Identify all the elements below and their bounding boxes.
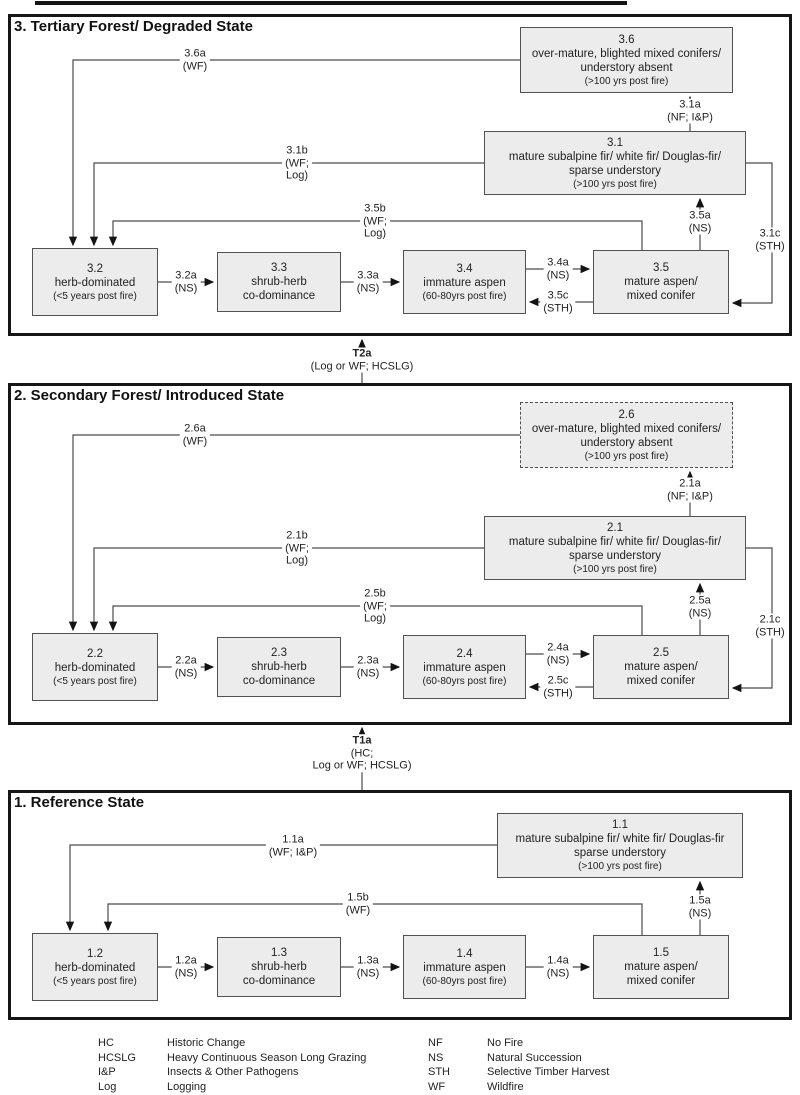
state-subtext: (<5 years post fire) bbox=[53, 290, 137, 302]
state-number: 2.4 bbox=[456, 647, 473, 660]
edge-cause: (STH) bbox=[755, 240, 785, 252]
edge-cause: (NS) bbox=[688, 222, 712, 234]
edge-label-1-2a bbox=[172, 955, 201, 980]
state-box-1-2 bbox=[32, 933, 158, 1001]
edge-cause: (WF; bbox=[363, 599, 387, 612]
legend-definition: Insects & Other Pathogens bbox=[167, 1066, 299, 1078]
state-name-line: co-dominance bbox=[242, 290, 316, 302]
edge-code: 3.2a bbox=[175, 269, 197, 282]
state-number: 2.6 bbox=[618, 408, 635, 421]
state-name-line: shrub-herb bbox=[251, 961, 307, 973]
legend-row bbox=[98, 1051, 366, 1066]
state-name-line: over-mature, blighted mixed conifers/ bbox=[531, 47, 722, 60]
state-name-line: mature aspen/ bbox=[624, 961, 698, 973]
legend-definition: Heavy Continuous Season Long Grazing bbox=[167, 1051, 367, 1064]
state-name-line: over-mature, blighted mixed conifers/ bbox=[531, 422, 722, 435]
state-subtext: (>100 yrs post fire) bbox=[573, 563, 657, 575]
state-number: 1.4 bbox=[456, 947, 473, 960]
state-name-line: sparse understory bbox=[568, 549, 662, 562]
state-number: 3.6 bbox=[618, 33, 635, 46]
edge-code: 1.1a bbox=[282, 833, 304, 846]
legend-row bbox=[98, 1065, 366, 1080]
state-subtext: (<5 years post fire) bbox=[53, 975, 137, 987]
edge-label-2-6a bbox=[180, 423, 210, 448]
state-name-line: mature aspen/ bbox=[624, 661, 698, 673]
state-number: 2.1 bbox=[607, 521, 623, 534]
edge-label-3-1b bbox=[282, 144, 312, 182]
edge-label-2-2a bbox=[172, 655, 201, 680]
state-name-line: immature aspen bbox=[423, 276, 506, 289]
state-subtext: (>100 yrs post fire) bbox=[584, 450, 669, 462]
legend-definition: Historic Change bbox=[167, 1037, 246, 1049]
state-name-line: understory absent bbox=[580, 61, 673, 74]
edge-cause: (NS) bbox=[546, 269, 570, 281]
edge-cause: (NS) bbox=[174, 967, 198, 979]
state-box-2-2 bbox=[32, 633, 158, 701]
transition-cause: (HC; bbox=[350, 746, 374, 759]
edge-cause: Log) bbox=[363, 227, 387, 240]
state-name-line: understory absent bbox=[580, 436, 673, 449]
edge-label-3-2a bbox=[172, 270, 201, 295]
edge-code: 2.1c bbox=[759, 613, 781, 626]
edge-label-3-1c bbox=[752, 228, 787, 253]
edge-cause: (STH) bbox=[543, 687, 573, 699]
state-box-3-6 bbox=[520, 27, 733, 93]
edge-code: 3.1a bbox=[679, 98, 701, 111]
edge-label-2-3a bbox=[354, 655, 383, 680]
transition-code: T1a bbox=[352, 734, 372, 747]
edge-code: 3.3a bbox=[357, 269, 379, 282]
state-subtext: (>100 yrs post fire) bbox=[584, 75, 669, 87]
edge-label-3-1a bbox=[664, 99, 716, 124]
state-number: 2.5 bbox=[653, 647, 669, 659]
edge-label-2-4a bbox=[544, 642, 573, 667]
legend-column-left bbox=[98, 1036, 366, 1094]
edge-cause: (NS) bbox=[174, 667, 198, 679]
edge-code: 1.5a bbox=[689, 894, 711, 907]
edge-cause: (NF; I&P) bbox=[667, 111, 713, 123]
edge-label-1-5a bbox=[686, 895, 715, 920]
panel-title-tertiary: 3. Tertiary Forest/ Degraded State bbox=[14, 18, 253, 35]
edge-label-2-1a bbox=[664, 478, 716, 503]
edge-label-2-5b bbox=[360, 587, 390, 625]
edge-cause: Log) bbox=[363, 612, 387, 625]
edge-code: 3.5c bbox=[547, 289, 569, 302]
edge-cause: (NS) bbox=[688, 907, 712, 919]
edge-cause: (NS) bbox=[546, 967, 570, 979]
panel-title-reference: 1. Reference State bbox=[14, 794, 145, 811]
edge-cause: (WF) bbox=[345, 904, 371, 916]
edge-label-3-5c bbox=[540, 290, 575, 315]
state-box-1-4 bbox=[403, 935, 526, 999]
edge-cause: (NS) bbox=[546, 654, 570, 666]
state-box-1-1 bbox=[497, 813, 743, 878]
legend-column-right bbox=[428, 1036, 609, 1094]
state-box-2-1 bbox=[484, 516, 746, 580]
edge-code: 2.5b bbox=[364, 587, 386, 600]
state-box-2-5 bbox=[593, 635, 729, 699]
edge-cause: (STH) bbox=[755, 626, 785, 638]
state-name-line: herb-dominated bbox=[54, 961, 136, 974]
legend-row bbox=[428, 1065, 609, 1080]
legend-row bbox=[428, 1051, 609, 1066]
edge-cause: (WF; bbox=[285, 156, 309, 169]
edge-code: 2.3a bbox=[357, 654, 379, 667]
state-number: 2.2 bbox=[87, 647, 103, 660]
state-number: 3.1 bbox=[607, 136, 623, 149]
edge-code: 3.5b bbox=[364, 202, 386, 215]
legend-row bbox=[428, 1080, 609, 1095]
state-name-line: herb-dominated bbox=[54, 661, 136, 674]
state-name-line: mature subalpine fir/ white fir/ Douglas-fir/ bbox=[508, 535, 722, 548]
state-box-3-1 bbox=[484, 131, 746, 195]
state-name-line: sparse understory bbox=[568, 164, 662, 177]
edge-cause: (NS) bbox=[174, 282, 198, 294]
state-subtext: (<5 years post fire) bbox=[53, 675, 137, 687]
edge-cause: Log) bbox=[285, 554, 309, 567]
edge-code: 2.2a bbox=[175, 654, 197, 667]
state-subtext: (>100 yrs post fire) bbox=[578, 861, 662, 872]
edge-cause: (WF) bbox=[182, 435, 208, 447]
state-name-line: shrub-herb bbox=[251, 276, 307, 288]
state-number: 2.3 bbox=[271, 647, 287, 659]
edge-cause: (WF) bbox=[182, 60, 208, 72]
legend-definition: No Fire bbox=[487, 1037, 524, 1049]
transition-code: T2a bbox=[352, 347, 372, 360]
state-number: 1.3 bbox=[271, 947, 287, 959]
edge-label-3-6a bbox=[180, 48, 210, 73]
state-name-line: immature aspen bbox=[423, 961, 506, 974]
edge-code: 2.4a bbox=[547, 641, 569, 654]
edge-label-1-1a bbox=[266, 834, 320, 859]
legend-abbr: HCSLG bbox=[98, 1051, 136, 1064]
legend-row bbox=[98, 1080, 366, 1095]
state-number: 1.2 bbox=[87, 947, 103, 960]
state-number: 3.3 bbox=[271, 262, 287, 274]
transition-cause: (Log or WF; HCSLG) bbox=[310, 360, 414, 372]
edge-label-1-5b bbox=[343, 892, 373, 917]
state-box-3-3 bbox=[217, 252, 341, 312]
legend-definition: Selective Timber Harvest bbox=[487, 1066, 610, 1078]
edge-cause: (WF; bbox=[285, 541, 309, 554]
edge-code: 3.5a bbox=[689, 209, 711, 222]
legend-definition: Natural Succession bbox=[487, 1051, 582, 1064]
edge-code: 2.1a bbox=[679, 477, 701, 490]
edge-cause: (WF; bbox=[363, 214, 387, 227]
legend-definition: Wildfire bbox=[487, 1080, 524, 1093]
transition-cause: Log or WF; HCSLG) bbox=[312, 759, 412, 772]
edge-1-5b bbox=[108, 904, 642, 937]
state-box-2-3 bbox=[217, 637, 341, 697]
edge-cause: Log) bbox=[285, 169, 309, 182]
state-box-1-3 bbox=[217, 937, 341, 997]
edge-label-3-5b bbox=[360, 202, 390, 240]
edge-label-3-3a bbox=[354, 270, 383, 295]
edge-cause: (NS) bbox=[356, 967, 380, 979]
state-number: 1.5 bbox=[653, 947, 669, 959]
edge-code: 3.1c bbox=[759, 227, 781, 240]
state-box-3-2 bbox=[32, 248, 158, 316]
edge-label-2-5a bbox=[686, 595, 715, 620]
edge-code: 3.1b bbox=[286, 144, 308, 157]
legend-row bbox=[98, 1036, 366, 1051]
state-name-line: shrub-herb bbox=[251, 661, 307, 673]
state-name-line: herb-dominated bbox=[54, 276, 136, 289]
panel-title-secondary: 2. Secondary Forest/ Introduced State bbox=[14, 387, 285, 404]
state-number: 3.2 bbox=[87, 262, 103, 275]
edge-label-2-1c bbox=[752, 614, 787, 639]
edge-code: 1.5b bbox=[347, 891, 369, 904]
legend-abbr: I&P bbox=[98, 1066, 116, 1078]
state-box-3-5 bbox=[593, 250, 729, 314]
state-name-line: sparse understory bbox=[573, 847, 667, 859]
state-name-line: mature subalpine fir/ white fir/ Douglas-fir/ bbox=[508, 150, 722, 163]
legend-abbr: NS bbox=[428, 1051, 444, 1064]
legend-abbr: Log bbox=[98, 1080, 117, 1093]
edge-label-3-4a bbox=[544, 257, 573, 282]
edge-code: 2.1b bbox=[286, 529, 308, 542]
state-number: 1.1 bbox=[612, 819, 628, 831]
legend-definition: Logging bbox=[167, 1080, 207, 1093]
edge-cause: (NS) bbox=[356, 667, 380, 679]
legend-abbr: NF bbox=[428, 1037, 443, 1049]
edge-label-2-1b bbox=[282, 529, 312, 567]
state-box-1-5 bbox=[593, 935, 729, 999]
edge-label-1-4a bbox=[544, 955, 573, 980]
transition-label-t1a bbox=[309, 734, 414, 772]
state-name-line: co-dominance bbox=[242, 975, 316, 987]
legend-abbr: WF bbox=[428, 1080, 446, 1093]
edge-label-3-5a bbox=[686, 210, 715, 235]
legend-abbr: STH bbox=[428, 1066, 450, 1078]
state-name-line: immature aspen bbox=[423, 661, 506, 674]
edge-cause: (NF; I&P) bbox=[667, 490, 713, 502]
state-subtext: (60-80yrs post fire) bbox=[422, 675, 507, 687]
edge-code: 3.4a bbox=[547, 256, 569, 269]
legend-row bbox=[428, 1036, 609, 1051]
edge-cause: (NS) bbox=[356, 282, 380, 294]
state-subtext: (60-80yrs post fire) bbox=[422, 975, 507, 987]
edge-code: 2.5c bbox=[547, 674, 569, 687]
state-name-line: co-dominance bbox=[242, 675, 316, 687]
state-subtext: (>100 yrs post fire) bbox=[573, 178, 657, 190]
state-name-line: mixed conifer bbox=[626, 675, 696, 687]
edge-code: 2.5a bbox=[689, 594, 711, 607]
edge-code: 1.2a bbox=[175, 954, 197, 967]
edge-code: 1.3a bbox=[357, 954, 379, 967]
edge-code: 2.6a bbox=[184, 422, 206, 435]
edge-label-1-3a bbox=[354, 955, 383, 980]
state-box-3-4 bbox=[403, 250, 526, 314]
state-name-line: mature aspen/ bbox=[624, 276, 698, 288]
state-box-2-6 bbox=[520, 402, 733, 468]
state-name-line: mixed conifer bbox=[626, 975, 696, 987]
edge-cause: (STH) bbox=[543, 302, 573, 314]
edge-cause: (WF; I&P) bbox=[268, 846, 318, 858]
edge-label-2-5c bbox=[540, 675, 575, 700]
legend-abbr: HC bbox=[98, 1037, 114, 1049]
edge-code: 3.6a bbox=[184, 47, 206, 60]
state-box-2-4 bbox=[403, 635, 526, 699]
state-number: 3.4 bbox=[456, 262, 473, 275]
edge-code: 1.4a bbox=[547, 954, 569, 967]
transition-label-t2a bbox=[308, 348, 417, 373]
edge-cause: (NS) bbox=[688, 607, 712, 619]
state-name-line: mature subalpine fir/ white fir/ Douglas-fir bbox=[515, 833, 725, 845]
state-subtext: (60-80yrs post fire) bbox=[422, 290, 507, 302]
state-name-line: mixed conifer bbox=[626, 290, 696, 302]
state-number: 3.5 bbox=[653, 262, 669, 274]
